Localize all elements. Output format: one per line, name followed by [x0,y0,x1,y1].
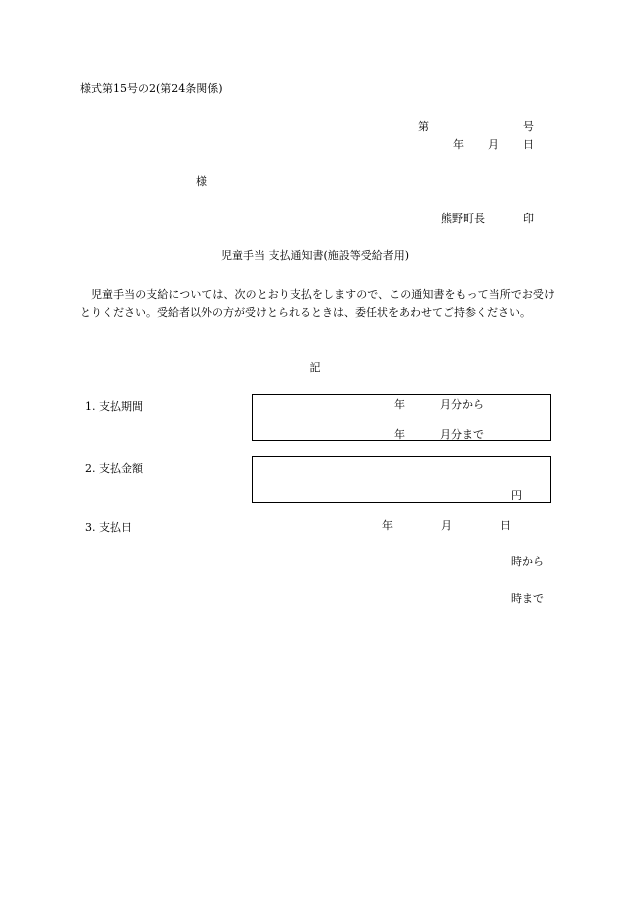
seal-mark: 印 [523,212,534,225]
document-number-suffix: 号 [523,120,534,133]
payment-date-label: 3. 支払日 [85,521,132,534]
amount-unit-yen: 円 [511,489,522,502]
payment-date-day: 日 [500,519,511,532]
period-end-month: 月分まで [440,428,484,441]
body-paragraph: 児童手当の支給については、次のとおり支払をしますので、この通知書をもって当所でお受けとりください。受給者以外の方が受けとられるときは、委任状をあわせてご持参ください。 [80,288,555,319]
issuer-name: 熊野町長 [441,212,485,225]
recipient-honorific: 様 [196,175,207,188]
form-number: 様式第15号の2(第24条関係) [80,82,223,95]
document-number-prefix: 第 [418,120,429,133]
period-start-year: 年 [394,398,405,411]
payment-date-year: 年 [382,519,393,532]
ki-heading: 記 [309,361,321,374]
period-start-month: 月分から [440,398,484,411]
issue-date-day: 日 [523,138,534,151]
payment-amount-box [252,456,551,503]
payment-period-label: 1. 支払期間 [85,400,143,413]
document-title: 児童手当 支払通知書(施設等受給者用) [220,249,410,262]
period-end-year: 年 [394,428,405,441]
payment-time-from: 時から [511,555,544,568]
payment-amount-label: 2. 支払金額 [85,462,143,475]
issue-date-month: 月 [488,138,499,151]
issue-date-year: 年 [453,138,464,151]
payment-time-until: 時まで [511,592,544,605]
payment-date-month: 月 [441,519,452,532]
